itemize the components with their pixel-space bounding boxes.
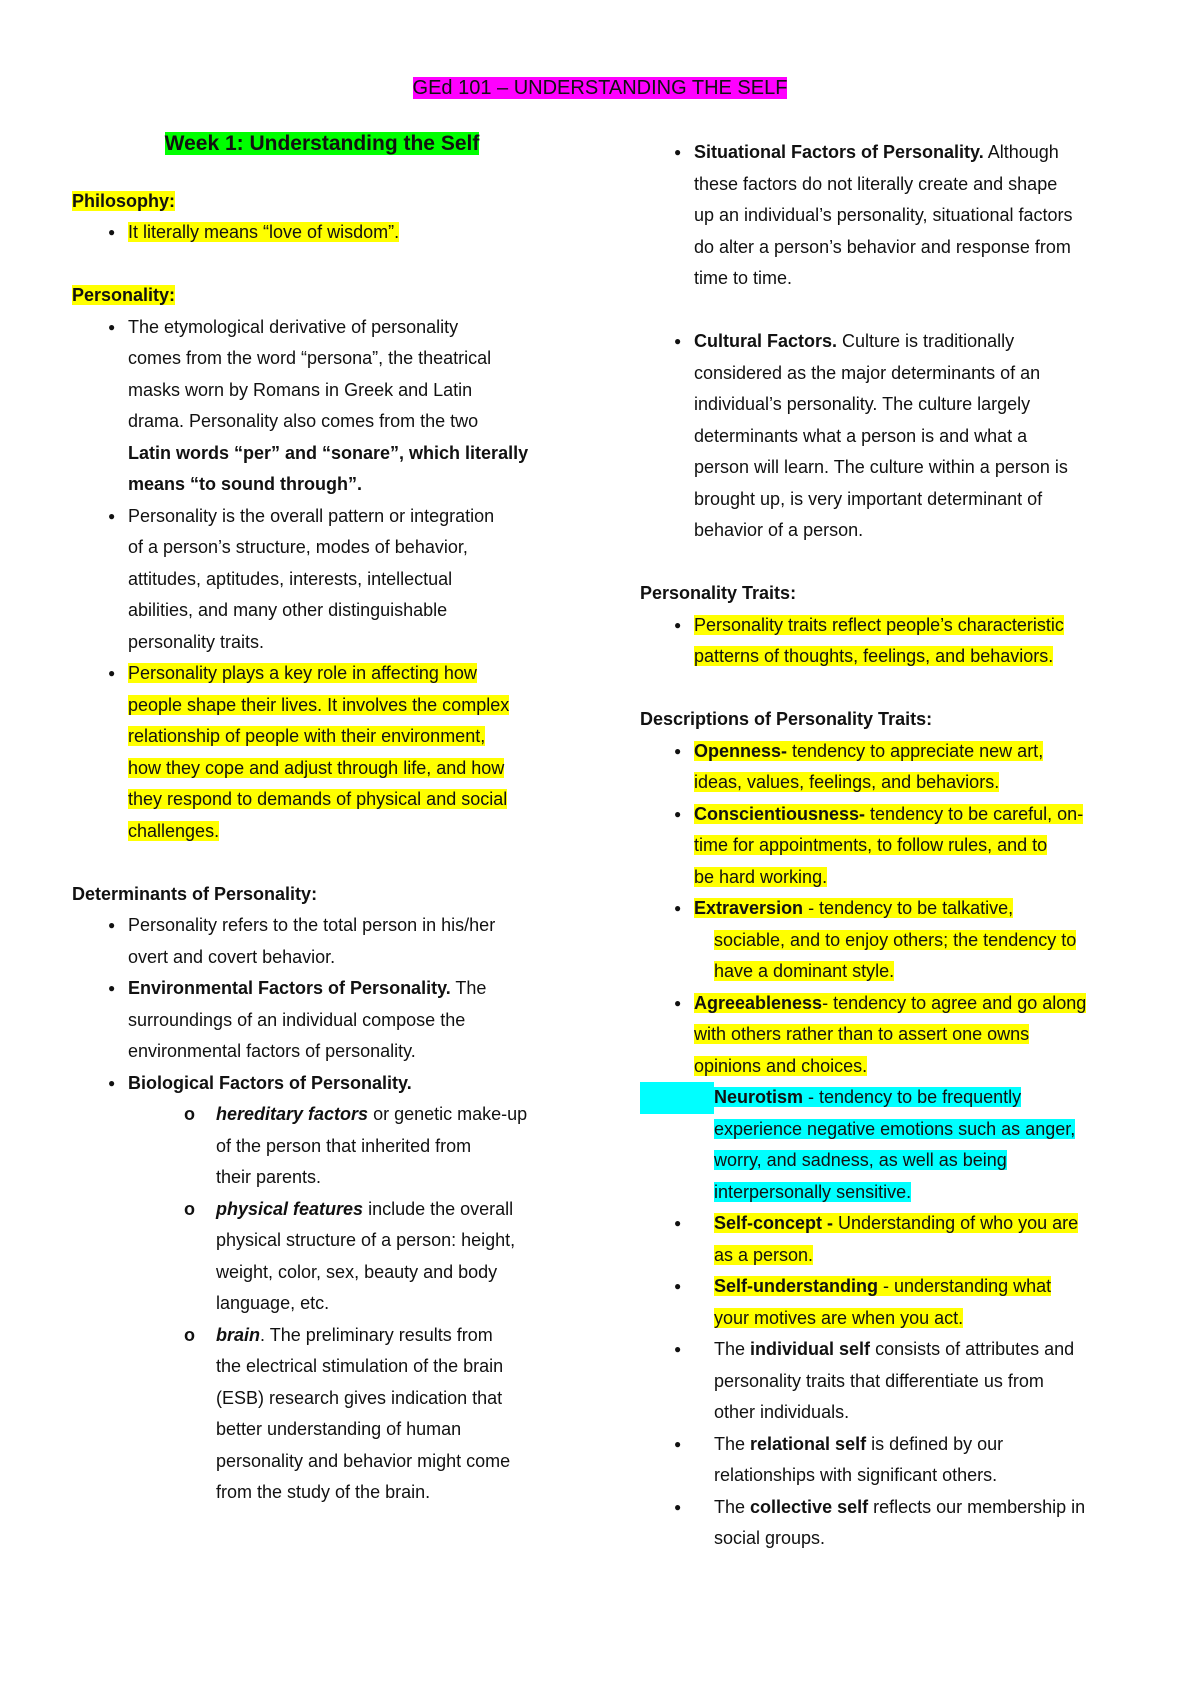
list-item: ● The collective self reflects our membership in social groups.: [640, 1492, 1130, 1555]
traits-list: [640, 610, 1130, 673]
philosophy-heading: Philosophy:: [72, 190, 175, 211]
week-heading: Week 1: Understanding the Self: [164, 132, 480, 155]
list-item: ● Conscientiousness- tendency to be careful, on- time for appointments, to follow rules, and to be hard working.: [640, 799, 1130, 894]
document-title: GEd 101 – UNDERSTANDING THE SELF: [412, 77, 788, 99]
sub-list-item: o brain. The preliminary results from the electrical stimulation of the brain (ESB) research gives indication that better understanding of human personality and behavior might come from the study of the brain.: [72, 1320, 572, 1509]
determinants-heading: Determinants of Personality:: [72, 883, 318, 904]
highlight-bar: [640, 1082, 714, 1114]
sub-list-item: o hereditary factors or genetic make-up of the person that inherited from their parents.: [72, 1099, 572, 1194]
cultural-list: [640, 326, 1130, 547]
philosophy-list: [72, 217, 572, 249]
factors-list: [640, 137, 1130, 295]
list-item: ● Situational Factors of Personality. Although these factors do not literally create and shape up an individual’s personality, situational factors do alter a person’s behavior and response from time to time.: [640, 137, 1130, 295]
list-item: ● Personality refers to the total person in his/her overt and covert behavior.: [72, 910, 572, 973]
list-item: ● Cultural Factors. Culture is traditionally considered as the major determinants of an individual’s personality. The culture largely determinants what a person is and what a person will learn. The culture within a person is brought up, is very important determinant of behavior of a person.: [640, 326, 1130, 547]
list-item: ● Environmental Factors of Personality. The surroundings of an individual compose the environmental factors of personality.: [72, 973, 572, 1068]
sub-list-item: o physical features include the overall physical structure of a person: height, weight, color, sex, beauty and body language, etc.: [72, 1194, 572, 1320]
list-item: ● Agreeableness- tendency to agree and go along with others rather than to assert one owns opinions and choices.: [640, 988, 1130, 1083]
descriptions-heading: Descriptions of Personality Traits:: [640, 709, 933, 729]
list-item: ● Openness- tendency to appreciate new art, ideas, values, feelings, and behaviors.: [640, 736, 1130, 799]
list-item: ● Self-understanding - understanding what your motives are when you act.: [640, 1271, 1130, 1334]
list-item: ● Extraversion - tendency to be talkative, sociable, and to enjoy others; the tendency to have a dominant style.: [640, 893, 1130, 988]
descriptions-list: [640, 736, 1130, 1555]
traits-heading: Personality Traits:: [640, 583, 797, 603]
list-item: ● Personality plays a key role in affecting how people shape their lives. It involves the complex relationship of people with their environment, how they cope and adjust through life, and how they respond to demands of physical and social challenges.: [72, 658, 572, 847]
list-item: ● The relational self is defined by our relationships with significant others.: [640, 1429, 1130, 1492]
list-item: ● Personality traits reflect people’s characteristic patterns of thoughts, feelings, and behaviors.: [640, 610, 1130, 673]
list-item: ● The etymological derivative of personality comes from the word “persona”, the theatrical masks worn by Romans in Greek and Latin drama. Personality also comes from the two Latin words “per” and “sonare”, which literally means “to sound through”.: [72, 312, 572, 501]
list-item: ● Personality is the overall pattern or integration of a person’s structure, modes of behavior, attitudes, aptitudes, interests, intellectual abilities, and many other distinguishable personality traits.: [72, 501, 572, 659]
list-item: ● The individual self consists of attributes and personality traits that differentiate us from other individuals.: [640, 1334, 1130, 1429]
personality-heading: Personality:: [72, 285, 176, 305]
list-item: ● Biological Factors of Personality.: [72, 1068, 572, 1100]
right-column: [640, 137, 1130, 1555]
determinants-list: [72, 910, 572, 1509]
list-item: ● Neurotism - tendency to be frequently experience negative emotions such as anger, worry, and sadness, as well as being interpersonally sensitive.: [640, 1082, 1130, 1208]
left-column: [72, 128, 572, 1509]
personality-list: [72, 312, 572, 848]
list-item: ● It literally means “love of wisdom”.: [72, 217, 572, 249]
list-item: ● Self-concept - Understanding of who you are as a person.: [640, 1208, 1130, 1271]
